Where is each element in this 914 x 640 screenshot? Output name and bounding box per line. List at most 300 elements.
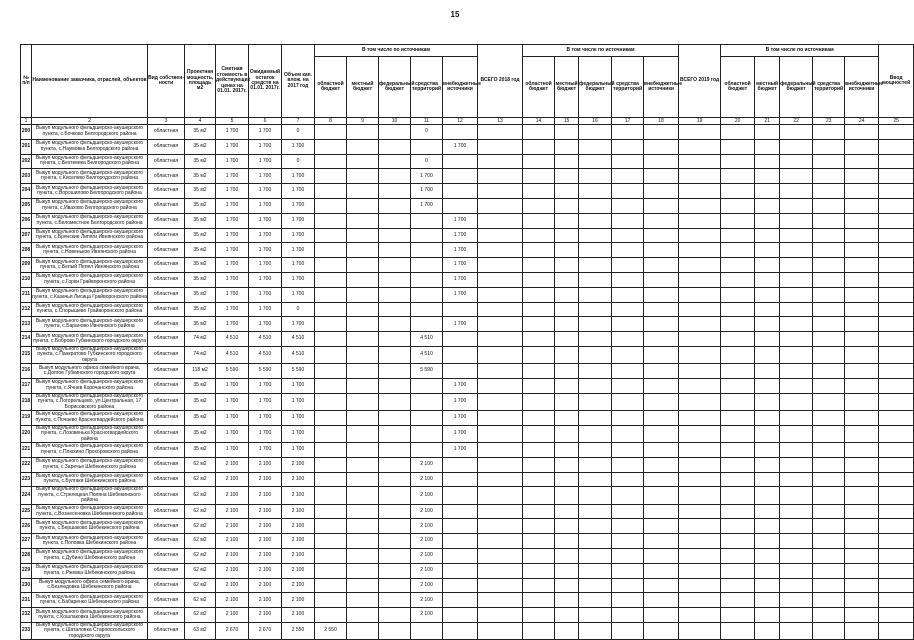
empty-cell [644,378,679,393]
regional-budget [315,154,347,169]
expected-balance: 2 100 [249,457,282,472]
empty-cell [755,302,780,317]
empty-cell [879,364,914,379]
empty-cell [721,563,755,578]
table-row [21,139,914,154]
empty-cell [679,393,721,410]
regional-budget [315,393,347,410]
local-budget [347,443,379,458]
header-col-total-2019: ВСЕГО 2019 год [679,45,721,118]
empty-cell [780,443,813,458]
header-col-no: № п/п [21,45,32,118]
regional-budget: 2 550 [315,622,347,639]
empty-cell [845,487,879,504]
empty-cell [755,287,780,302]
territory-funds [411,213,443,228]
regional-budget [315,410,347,425]
empty-cell [478,472,523,487]
table-row [21,184,914,199]
federal-budget [379,213,411,228]
territory-funds: 5 590 [411,364,443,379]
row-number: 212 [21,302,32,317]
capacity: 62 м2 [185,487,216,504]
capacity: 35 м2 [185,198,216,213]
offbudget-sources [443,504,478,519]
empty-cell [644,622,679,639]
regional-budget [315,534,347,549]
capacity: 63 м2 [185,622,216,639]
header-col-regional-2019: областной бюджет [721,57,755,118]
empty-cell [523,578,555,593]
offbudget-sources [443,549,478,564]
empty-cell [555,378,579,393]
empty-cell [523,457,555,472]
regional-budget [315,425,347,442]
empty-cell [579,184,612,199]
investment-volume: 1 700 [282,287,315,302]
empty-cell [679,534,721,549]
federal-budget [379,504,411,519]
capacity: 35 м2 [185,410,216,425]
table-row [21,302,914,317]
empty-cell [879,213,914,228]
expected-balance: 1 700 [249,169,282,184]
column-number: 17 [612,118,644,125]
empty-cell [845,578,879,593]
row-number: 230 [21,578,32,593]
federal-budget [379,563,411,578]
empty-cell [813,125,845,140]
object-name: Выкуп модульного фельдшерско-акушерского пункта, с.Боброво Губкинского городского округа [32,332,148,347]
expected-balance: 1 700 [249,272,282,287]
empty-cell [721,472,755,487]
header-col-commission: Ввод мощностей [879,45,914,118]
investment-volume: 0 [282,154,315,169]
empty-cell [879,487,914,504]
investment-volume: 2 550 [282,622,315,639]
empty-cell [780,622,813,639]
empty-cell [780,425,813,442]
estimate-cost: 1 700 [216,154,249,169]
empty-cell [721,534,755,549]
empty-cell [780,213,813,228]
ownership-type: областная [148,228,185,243]
ownership-type: областная [148,125,185,140]
empty-cell [813,534,845,549]
object-name: Выкуп модульного фельдшерско-акушерского пункта, с.Бабаренко Шебекинского района [32,593,148,608]
empty-cell [555,472,579,487]
territory-funds [411,378,443,393]
empty-cell [780,364,813,379]
expected-balance: 2 100 [249,487,282,504]
regional-budget [315,258,347,273]
empty-cell [755,410,780,425]
empty-cell [780,154,813,169]
territory-funds: 4 510 [411,332,443,347]
regional-budget [315,287,347,302]
empty-cell [721,519,755,534]
ownership-type: областная [148,425,185,442]
empty-cell [679,364,721,379]
empty-cell [644,184,679,199]
empty-cell [879,125,914,140]
empty-cell [523,346,555,363]
empty-cell [780,534,813,549]
ownership-type: областная [148,504,185,519]
empty-cell [644,364,679,379]
investment-volume: 2 100 [282,593,315,608]
ownership-type: областная [148,593,185,608]
table-row [21,593,914,608]
row-number: 219 [21,410,32,425]
empty-cell [721,243,755,258]
row-number: 223 [21,472,32,487]
local-budget [347,139,379,154]
empty-cell [523,198,555,213]
empty-cell [612,457,644,472]
empty-cell [813,332,845,347]
empty-cell [780,198,813,213]
ownership-type: областная [148,487,185,504]
object-name: Выкуп модульного фельдшерско-акушерского пункта, с.Почаево Красногвардейского района [32,410,148,425]
empty-cell [644,504,679,519]
empty-cell [644,549,679,564]
ownership-type: областная [148,608,185,623]
capacity: 62 м2 [185,534,216,549]
regional-budget [315,228,347,243]
empty-cell [721,125,755,140]
empty-cell [644,393,679,410]
empty-cell [523,519,555,534]
expected-balance: 2 100 [249,549,282,564]
ownership-type: областная [148,393,185,410]
empty-cell [679,578,721,593]
territory-funds: 2 100 [411,472,443,487]
regional-budget [315,184,347,199]
offbudget-sources: 1 700 [443,258,478,273]
empty-cell [523,139,555,154]
empty-cell [612,593,644,608]
local-budget [347,472,379,487]
ownership-type: областная [148,364,185,379]
regional-budget [315,272,347,287]
empty-cell [579,125,612,140]
empty-cell [813,184,845,199]
ownership-type: областная [148,378,185,393]
empty-cell [845,332,879,347]
row-number: 202 [21,154,32,169]
empty-cell [644,563,679,578]
empty-cell [879,425,914,442]
empty-cell [555,457,579,472]
empty-cell [579,302,612,317]
column-number: 22 [780,118,813,125]
table-row [21,213,914,228]
federal-budget [379,302,411,317]
capacity: 35 м2 [185,287,216,302]
empty-cell [845,519,879,534]
empty-cell [755,258,780,273]
empty-cell [579,487,612,504]
empty-cell [679,184,721,199]
federal-budget [379,443,411,458]
regional-budget [315,169,347,184]
empty-cell [644,213,679,228]
empty-cell [555,213,579,228]
empty-cell [755,578,780,593]
empty-cell [780,258,813,273]
empty-cell [845,287,879,302]
local-budget [347,258,379,273]
regional-budget [315,608,347,623]
federal-budget [379,154,411,169]
empty-cell [579,243,612,258]
table-row [21,317,914,332]
expected-balance: 1 700 [249,243,282,258]
capacity: 62 м2 [185,549,216,564]
empty-cell [644,578,679,593]
empty-cell [780,563,813,578]
table-row [21,243,914,258]
offbudget-sources [443,534,478,549]
header-col-ownership: Вид собствен-ности [148,45,185,118]
empty-cell [555,593,579,608]
empty-cell [755,228,780,243]
empty-cell [679,139,721,154]
empty-cell [721,317,755,332]
empty-cell [879,622,914,639]
empty-cell [478,228,523,243]
empty-cell [845,346,879,363]
estimate-cost: 2 670 [216,622,249,639]
empty-cell [523,593,555,608]
empty-cell [879,563,914,578]
empty-cell [780,243,813,258]
local-budget [347,228,379,243]
object-name: Выкуп модульного фельдшерско-акушерского пункта, с.Бехтеевка Белгородского района [32,154,148,169]
empty-cell [612,272,644,287]
offbudget-sources [443,346,478,363]
empty-cell [644,410,679,425]
table-row [21,549,914,564]
territory-funds: 2 100 [411,578,443,593]
empty-cell [780,578,813,593]
capacity: 35 м2 [185,425,216,442]
empty-cell [879,443,914,458]
expected-balance: 2 100 [249,593,282,608]
local-budget [347,272,379,287]
empty-cell [612,393,644,410]
local-budget [347,332,379,347]
empty-cell [579,578,612,593]
capacity: 62 м2 [185,608,216,623]
territory-funds [411,317,443,332]
empty-cell [679,519,721,534]
table-row [21,169,914,184]
empty-cell [679,302,721,317]
empty-cell [523,443,555,458]
empty-cell [755,346,780,363]
federal-budget [379,487,411,504]
empty-cell [879,378,914,393]
empty-cell [845,272,879,287]
empty-cell [845,622,879,639]
territory-funds [411,228,443,243]
expected-balance: 1 700 [249,139,282,154]
investment-volume: 0 [282,302,315,317]
object-name: Выкуп модульного фельдшерско-акушерского пункта, с.Шаталовка Старооскольского городского округа [32,622,148,639]
table-row [21,154,914,169]
empty-cell [679,287,721,302]
empty-cell [755,608,780,623]
empty-cell [612,472,644,487]
empty-cell [755,139,780,154]
federal-budget [379,125,411,140]
empty-cell [780,519,813,534]
empty-cell [644,139,679,154]
column-number: 21 [755,118,780,125]
table-row [21,393,914,410]
offbudget-sources [443,472,478,487]
empty-cell [813,346,845,363]
local-budget [347,393,379,410]
empty-cell [721,346,755,363]
empty-cell [845,410,879,425]
ownership-type: областная [148,563,185,578]
row-number: 209 [21,258,32,273]
empty-cell [644,243,679,258]
object-name: Выкуп модульного фельдшерско-акушерского пункта, с.Лозовенька Красногвардейского района [32,425,148,442]
empty-cell [523,287,555,302]
empty-cell [813,443,845,458]
empty-cell [813,213,845,228]
empty-cell [721,258,755,273]
local-budget [347,213,379,228]
estimate-cost: 2 100 [216,593,249,608]
offbudget-sources [443,302,478,317]
ownership-type: областная [148,519,185,534]
object-name: Выкуп модульного фельдшерско-акушерского пункта, с.Заречье Шебекинского района [32,457,148,472]
empty-cell [879,243,914,258]
ownership-type: областная [148,578,185,593]
ownership-type: областная [148,213,185,228]
object-name: Выкуп модульного фельдшерско-акушерского пункта, с.Спорышево Грайворонского района [32,302,148,317]
empty-cell [845,457,879,472]
row-number: 217 [21,378,32,393]
estimate-cost: 2 100 [216,578,249,593]
local-budget [347,593,379,608]
empty-cell [679,608,721,623]
empty-cell [579,272,612,287]
empty-cell [555,393,579,410]
empty-cell [679,457,721,472]
object-name: Выкуп модульного фельдшерско-акушерского пункта, с.Стрелецкая Поляна Шебекинского района [32,487,148,504]
header-col-capacity: Проектная мощность, площадь м2 [185,45,216,118]
empty-cell [780,302,813,317]
empty-cell [679,125,721,140]
header-col-regional-2018: областной бюджет [523,57,555,118]
regional-budget [315,317,347,332]
empty-cell [612,443,644,458]
territory-funds [411,272,443,287]
empty-cell [478,272,523,287]
column-number: 19 [679,118,721,125]
empty-cell [679,443,721,458]
local-budget [347,169,379,184]
table-row [21,346,914,363]
investment-volume: 1 700 [282,425,315,442]
empty-cell [813,457,845,472]
offbudget-sources: 1 700 [443,228,478,243]
empty-cell [780,272,813,287]
regional-budget [315,198,347,213]
empty-cell [612,287,644,302]
empty-cell [612,302,644,317]
empty-cell [523,504,555,519]
object-name: Выкуп модульного фельдшерско-акушерского пункта, с.Ивахово Белгородского района [32,198,148,213]
empty-cell [478,457,523,472]
empty-cell [780,393,813,410]
empty-cell [478,169,523,184]
local-budget [347,243,379,258]
empty-cell [721,302,755,317]
empty-cell [478,593,523,608]
local-budget [347,622,379,639]
empty-cell [579,622,612,639]
local-budget [347,608,379,623]
empty-cell [612,243,644,258]
empty-cell [780,549,813,564]
column-number: 9 [347,118,379,125]
column-number: 8 [315,118,347,125]
federal-budget [379,258,411,273]
empty-cell [845,593,879,608]
empty-cell [523,125,555,140]
investment-volume: 4 510 [282,332,315,347]
estimate-cost: 1 700 [216,125,249,140]
offbudget-sources [443,169,478,184]
empty-cell [644,443,679,458]
federal-budget [379,287,411,302]
empty-cell [679,346,721,363]
table-row [21,425,914,442]
page-number: 15 [450,10,460,19]
offbudget-sources: 1 700 [443,443,478,458]
empty-cell [679,472,721,487]
local-budget [347,519,379,534]
empty-cell [679,332,721,347]
federal-budget [379,169,411,184]
empty-cell [813,302,845,317]
estimate-cost: 1 700 [216,302,249,317]
ownership-type: областная [148,258,185,273]
empty-cell [780,184,813,199]
empty-cell [579,472,612,487]
ownership-type: областная [148,287,185,302]
empty-cell [523,487,555,504]
empty-cell [478,549,523,564]
empty-cell [845,228,879,243]
local-budget [347,578,379,593]
federal-budget [379,578,411,593]
empty-cell [523,425,555,442]
empty-cell [879,139,914,154]
expected-balance: 1 700 [249,393,282,410]
empty-cell [721,608,755,623]
empty-cell [478,487,523,504]
row-number: 216 [21,364,32,379]
empty-cell [523,410,555,425]
